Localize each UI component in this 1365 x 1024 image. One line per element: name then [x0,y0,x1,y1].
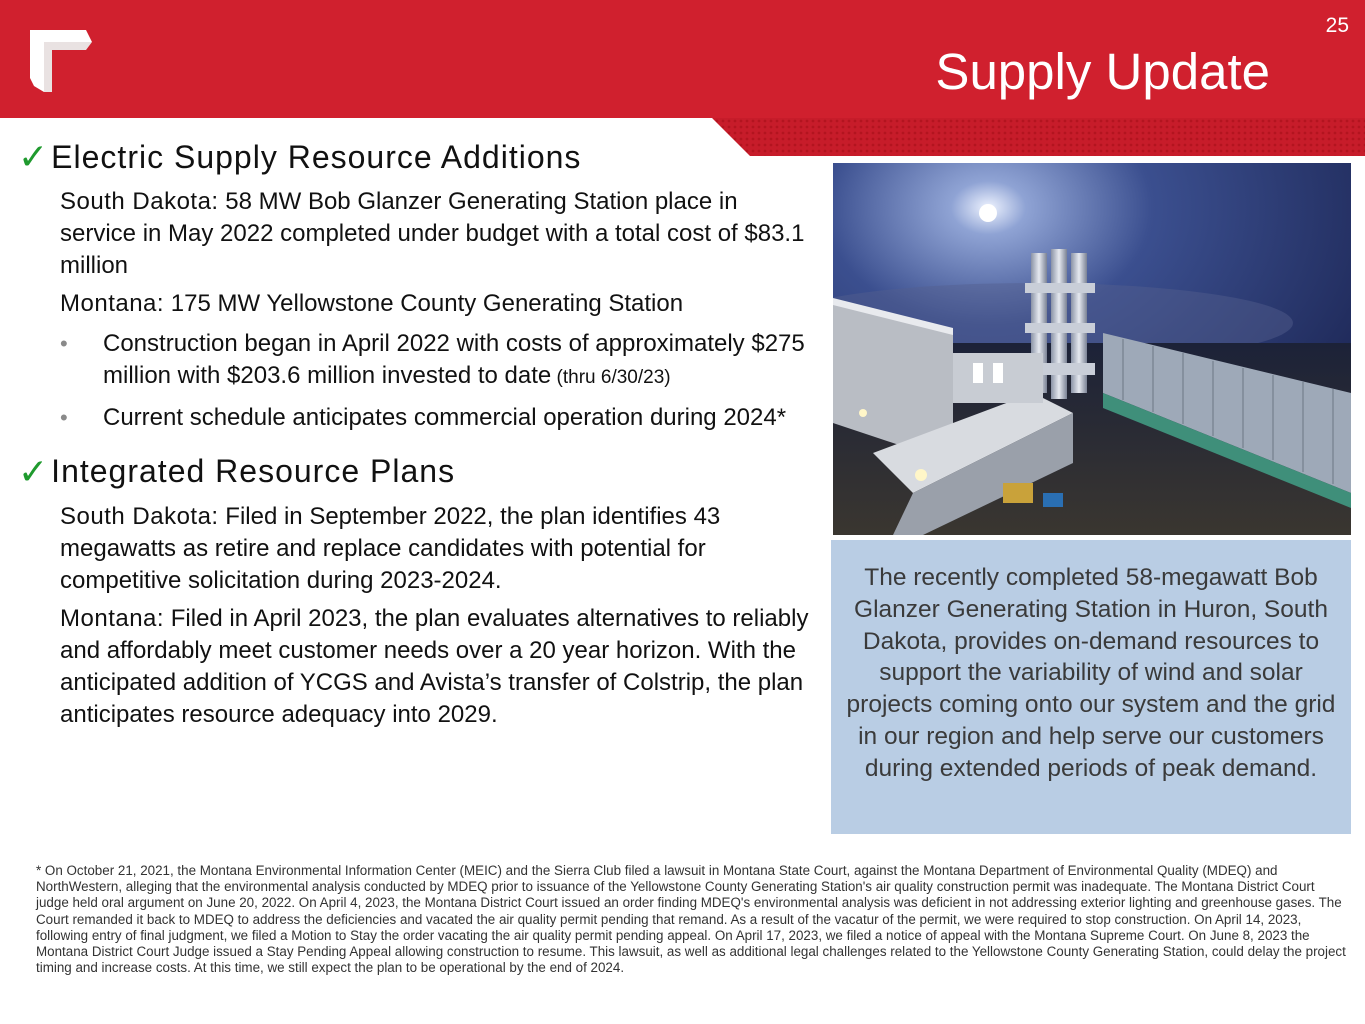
paragraph-montana-supply [60,288,818,320]
paragraph-lead: South Dakota: [60,502,219,530]
page-number: 25 [1325,14,1349,37]
bullet-text: Current schedule anticipates commercial operation during 2024* [103,404,787,432]
bullet-text: Construction began in April 2022 with costs of approximately $275 million with $203.6 million invested to date [103,330,805,390]
checkmark-icon: ✓ [18,137,50,179]
paragraph-south-dakota-irp [60,501,818,597]
paragraph-lead: Montana: [60,604,165,632]
header-bar [0,0,1365,118]
paragraph-lead: South Dakota: [60,188,219,216]
paragraph-lead: Montana: [60,290,165,318]
paragraph-text: 175 MW Yellowstone County Generating Station [164,290,684,318]
footnote: * On October 21, 2021, the Montana Environmental Information Center (MEIC) and the Sierra Club filed a lawsuit in Montana State Court, against the Montana Department of Environmental Quality (MDEQ) and NorthWestern, alleging that the environmental analysis conducted by MDEQ prior to issuance of the Yellowstone County Generating Station's air quality construction permit was inadequate. The Montana District Court judge held oral argument on June 20, 2022. On April 4, 2023, the Montana District Court issued an order finding MDEQ's environmental analysis was deficient in not addressing exterior lighting and greenhouse gases. The Court remanded it back to MDEQ to address the deficiencies and vacated the air quality permit pending that remand. As a result of the vacatur of the permit, we were required to stop construction. On April 14, 2023, following entry of final judgment, we filed a Motion to Stay the order vacating the air quality permit pending appeal. On April 17, 2023, we filed a notice of appeal with the Montana Supreme Court. On June 8, 2023 the Montana District Court Judge issued a Stay Pending Appeal allowing construction to resume. This lawsuit, as well as additional legal challenges related to the Yellowstone County Generating Station, could delay the project timing and increase costs. At this time, we still expect the plan to be operational by the end of 2024. [36,863,1346,976]
section-heading-text: Electric Supply Resource Additions [51,139,582,175]
bullet-icon: • [60,331,68,357]
section-heading-irp [18,451,818,493]
list-item [60,328,818,394]
paragraph-text: Filed in April 2023, the plan evaluates alternatives to reliably and affordably meet customer needs over a 20 year horizon. With the anticipated addition of YCGS and Avista’s transfer of Colstrip, the plan anticipates resource adequacy into 2029. [60,604,809,728]
paragraph-montana-irp [60,603,818,731]
checkmark-icon: ✓ [18,451,50,493]
generating-station-photo [833,163,1351,535]
bullet-icon: • [60,405,68,431]
paragraph-text: Filed in September 2022, the plan identifies 43 megawatts as retire and replace candidates with potential for competitive solicitation during 2023-2024. [60,502,721,594]
page-title: Supply Update [935,43,1270,100]
corner-bracket-logo-icon [30,30,92,92]
list-item [60,402,818,434]
photo-caption-box [831,540,1351,834]
photo-caption: The recently completed 58-megawatt Bob Glanzer Generating Station in Huron, South Dakota, provides on-demand resources to support the variability of wind and solar projects coming onto our system and the grid in our region and help serve our customers during extended periods of peak demand. [846,564,1336,782]
section-heading-text: Integrated Resource Plans [51,453,456,490]
main-content [18,138,818,731]
paragraph-south-dakota-supply [60,186,818,282]
paragraph-text: 58 MW Bob Glanzer Generating Station place in service in May 2022 completed under budget with a total cost of $83.1 million [60,188,805,280]
bullet-list [60,328,818,434]
section-heading-supply [18,137,818,179]
bullet-note: (thru 6/30/23) [551,367,671,389]
